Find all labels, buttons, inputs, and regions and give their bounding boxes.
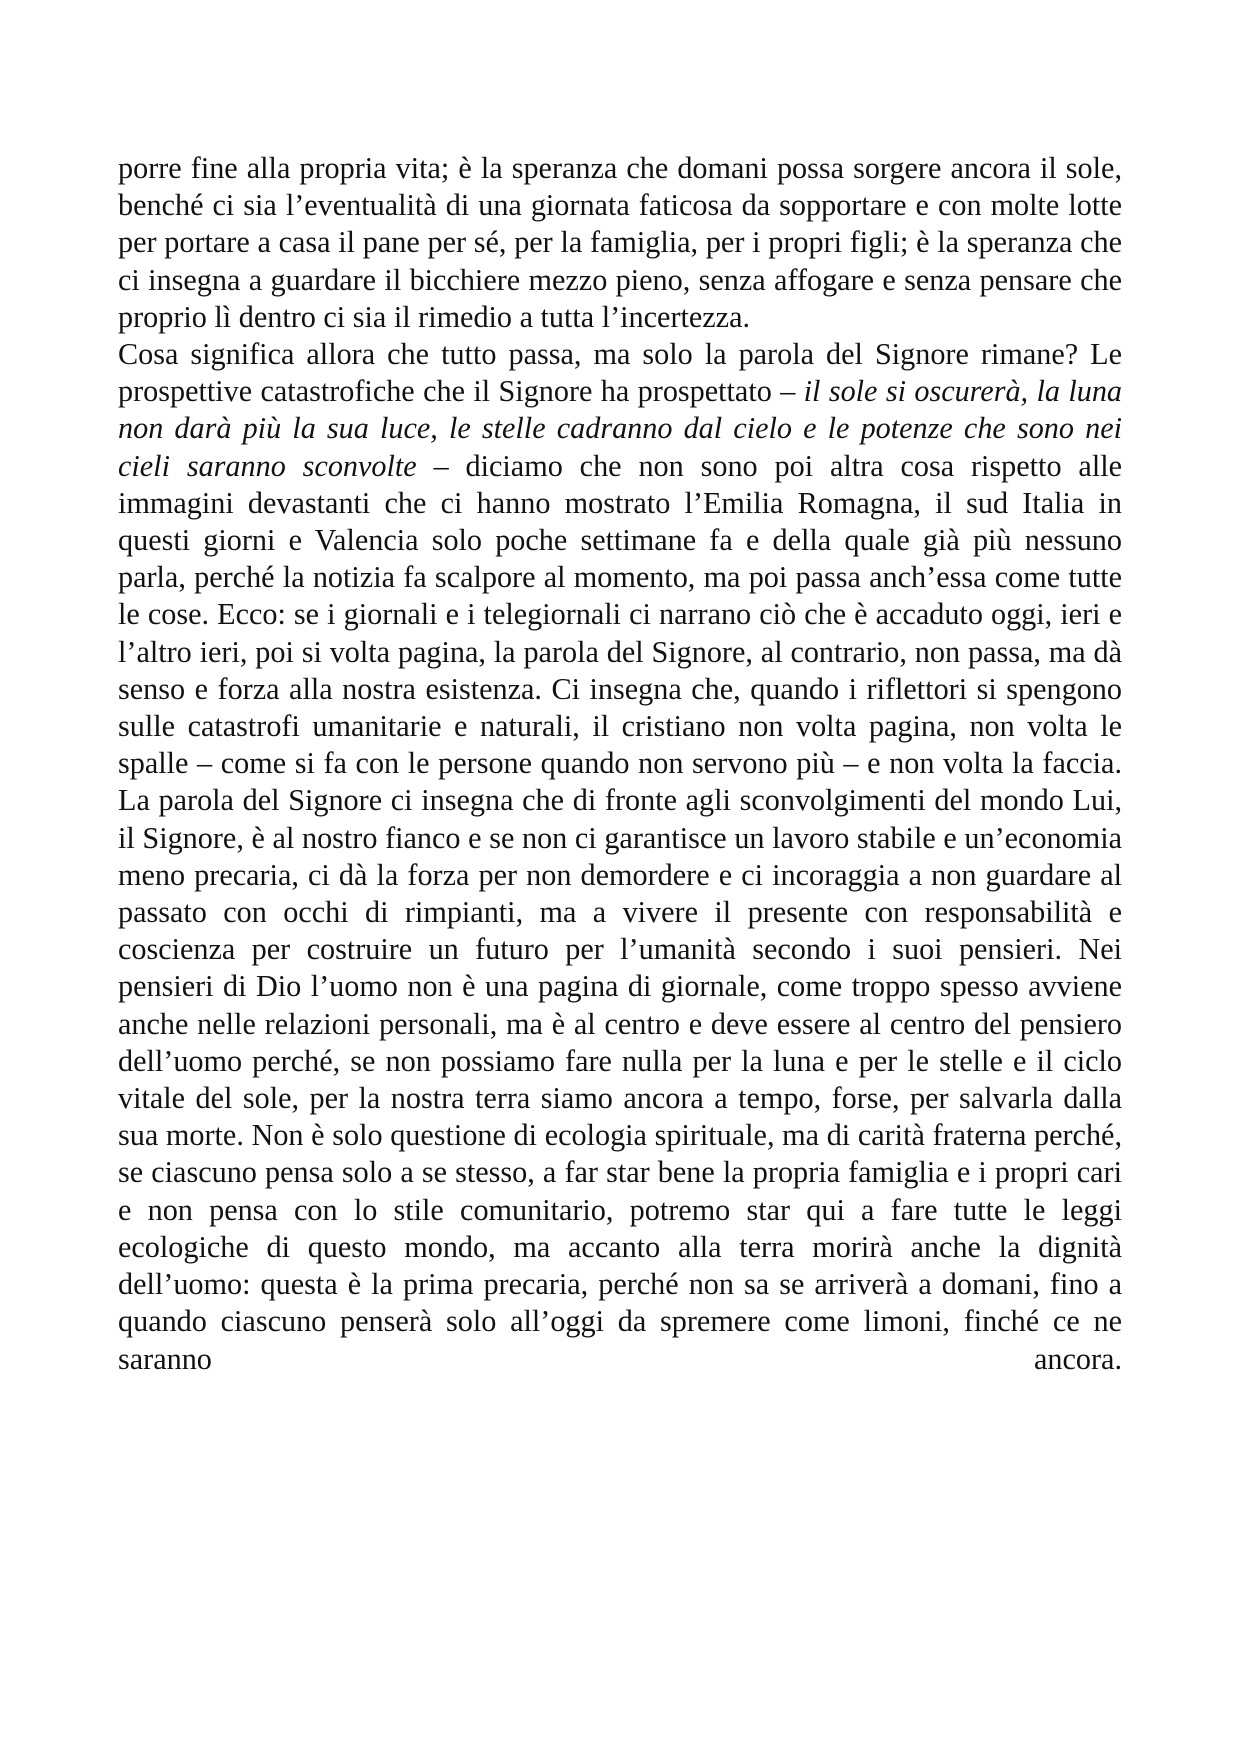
paragraph-2 xyxy=(118,336,1122,1378)
scripture-quote: il sole si oscurerà, la luna non darà più la sua luce, le stelle cadranno dal cielo e le potenze che sono nei cieli saranno sconvolte xyxy=(118,374,1123,483)
paragraph-2-intro: Cosa significa allora che tutto passa, ma solo la parola del Signore rimane? Le prospettive catastrofiche che il Signore ha prospettato – xyxy=(118,337,1122,409)
paragraph-2-body: – diciamo che non sono poi altra cosa rispetto alle immagini devastanti che ci hanno mostrato l’Emilia Romagna, il sud Italia in questi giorni e Valencia solo poche settimane fa e della quale già più nessuno parla, perché la notizia fa scalpore al momento, ma poi passa anch’essa come tutte le cose. Ecco: se i giornali e i telegiornali ci narrano ciò che è accaduto oggi, ieri e l’altro ieri, poi si volta pagina, la parola del Signore, al contrario, non passa, ma dà senso e forza alla nostra esistenza. Ci insegna che, quando i riflettori si spengono sulle catastrofi umanitarie e naturali, il cristiano non volta pagina, non volta le spalle – come si fa con le persone quando non servono più – e non volta la faccia. La parola del Signore ci insegna che di fronte agli sconvolgimenti del mondo Lui, il Signore, è al nostro fianco e se non ci garantisce un lavoro stabile e un’economia meno precaria, ci dà la forza per non demordere e ci incoraggia a non guardare al passato con occhi di rimpianti, ma a vivere il presente con responsabilità e coscienza per costruire un futuro per l’umanità secondo i suoi pensieri. Nei pensieri di Dio l’uomo non è una pagina di giornale, come troppo spesso avviene anche nelle relazioni personali, ma è al centro e deve essere al centro del pensiero dell’uomo perché, se non possiamo fare nulla per la luna e per le stelle e il ciclo vitale del sole, per la nostra terra siamo ancora a tempo, forse, per salvarla dalla sua morte. Non è solo questione di ecologia spirituale, ma di carità fraterna perché, se ciascuno pensa solo a se stesso, a far star bene la propria famiglia e i propri cari e non pensa con lo stile comunitario, potremo star qui a fare tutte le leggi ecologiche di questo mondo, ma accanto alla terra morirà anche la dignità dell’uomo: questa è la prima precaria, perché non sa se arriverà a domani, fino a quando ciascuno penserà solo all’oggi da spremere come limoni, finché ce ne saranno ancora. xyxy=(118,448,1122,1376)
body-text xyxy=(118,150,1122,1378)
paragraph-1 xyxy=(118,150,1122,336)
paragraph-1-text: porre fine alla propria vita; è la speranza che domani possa sorgere ancora il sole, benché ci sia l’eventualità di una giornata faticosa da sopportare e con molte lotte per portare a casa il pane per sé, per la famiglia, per i propri figli; è la speranza che ci insegna a guardare il bicchiere mezzo pieno, senza affogare e senza pensare che proprio lì dentro ci sia il rimedio a tutta l’incertezza. xyxy=(118,151,1122,334)
